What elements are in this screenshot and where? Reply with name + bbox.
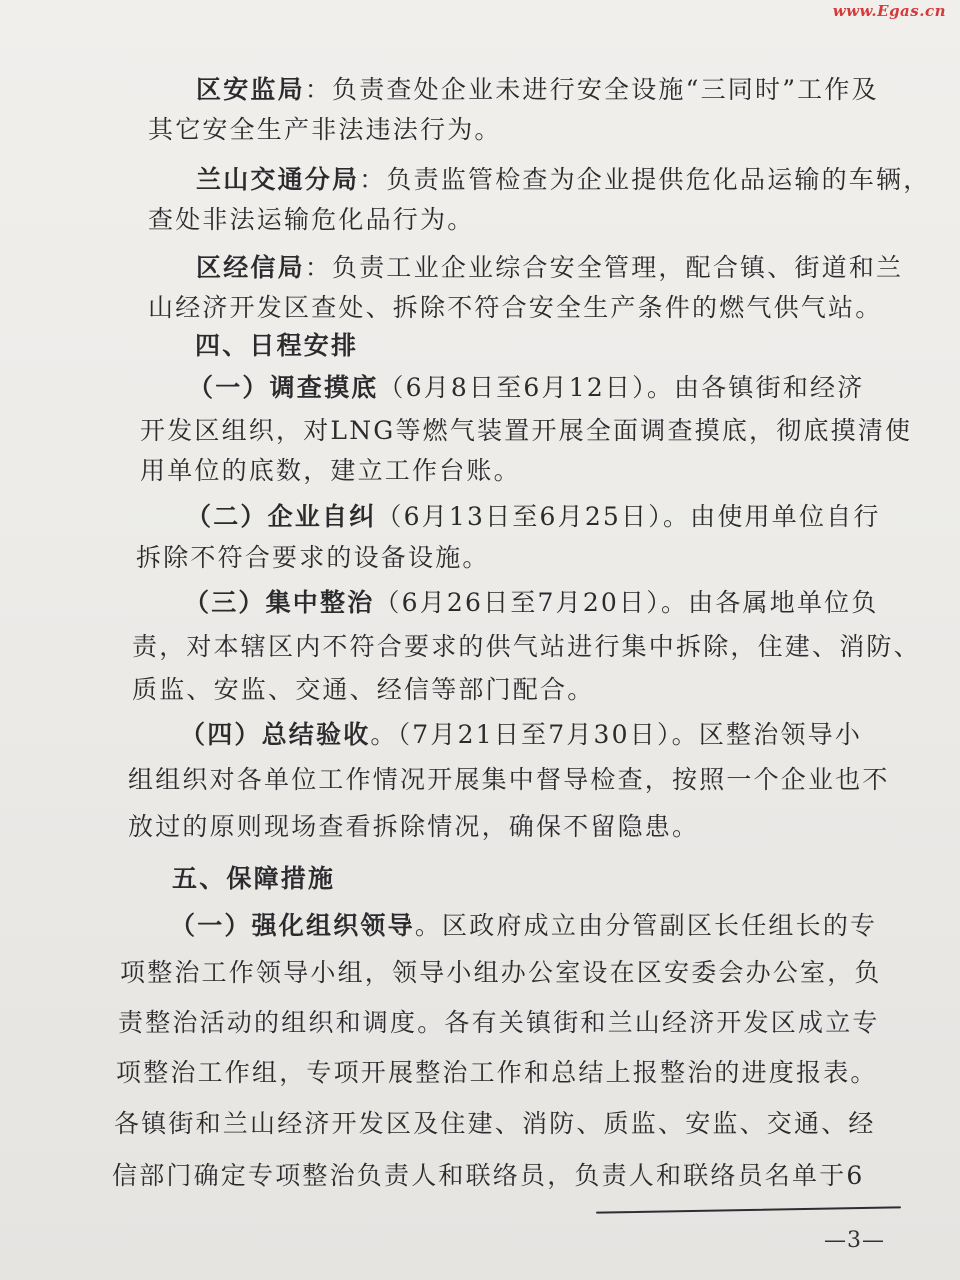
text-line: 责，对本辖区内不符合要求的供气站进行集中拆除，住建、消防、	[132, 632, 921, 661]
section-heading: 四、日程安排	[195, 331, 359, 360]
text-line: 质监、安监、交通、经信等部门配合。	[132, 675, 595, 704]
text-line: （三）集中整治（6月26日至7月20日）。由各属地单位负	[184, 588, 879, 617]
page-number: —3—	[824, 1228, 885, 1253]
text-line: 区经信局：负责工业企业综合安全管理，配合镇、街道和兰	[196, 253, 904, 282]
text-line: （二）企业自纠（6月13日至6月25日）。由使用单位自行	[186, 502, 881, 531]
text-line: （一）调查摸底（6月8日至6月12日）。由各镇街和经济	[188, 373, 865, 402]
text-line: 组组织对各单位工作情况开展集中督导检查，按照一个企业也不	[128, 765, 890, 794]
text-line: 项整治工作领导小组，领导小组办公室设在区安委会办公室，负	[120, 958, 882, 987]
watermark: www.Egas.cn	[832, 2, 946, 20]
text-line: 项整治工作组，专项开展整治工作和总结上报整治的进度报表。	[116, 1058, 878, 1087]
text-line: 区安监局：负责查处企业未进行安全设施“三同时”工作及	[196, 75, 879, 104]
text-line: 信部门确定专项整治负责人和联络员，负责人和联络员名单于6	[112, 1161, 865, 1190]
text-line: 用单位的底数，建立工作台账。	[140, 456, 521, 485]
text-line: 拆除不符合要求的设备设施。	[136, 543, 490, 572]
section-heading: 五、保障措施	[172, 864, 336, 893]
text-line: 兰山交通分局：负责监管检查为企业提供危化品运输的车辆，	[196, 165, 931, 194]
text-line: 开发区组织，对LNG等燃气装置开展全面调查摸底，彻底摸清使	[140, 416, 913, 445]
text-line: 山经济开发区查处、拆除不符合安全生产条件的燃气供气站。	[148, 293, 883, 322]
text-line: （四）总结验收。（7月21日至7月30日）。区整治领导小	[180, 720, 863, 749]
text-line: 责整治活动的组织和调度。各有关镇街和兰山经济开发区成立专	[118, 1008, 880, 1037]
text-line: （一）强化组织领导。区政府成立由分管副区长任组长的专	[170, 911, 878, 940]
text-line: 查处非法运输危化品行为。	[148, 205, 475, 234]
text-line: 放过的原则现场查看拆除情况，确保不留隐患。	[128, 812, 700, 841]
text-line: 其它安全生产非法违法行为。	[148, 115, 502, 144]
handwritten-underline	[596, 1206, 901, 1213]
text-line: 各镇街和兰山经济开发区及住建、消防、质监、安监、交通、经	[114, 1109, 876, 1138]
